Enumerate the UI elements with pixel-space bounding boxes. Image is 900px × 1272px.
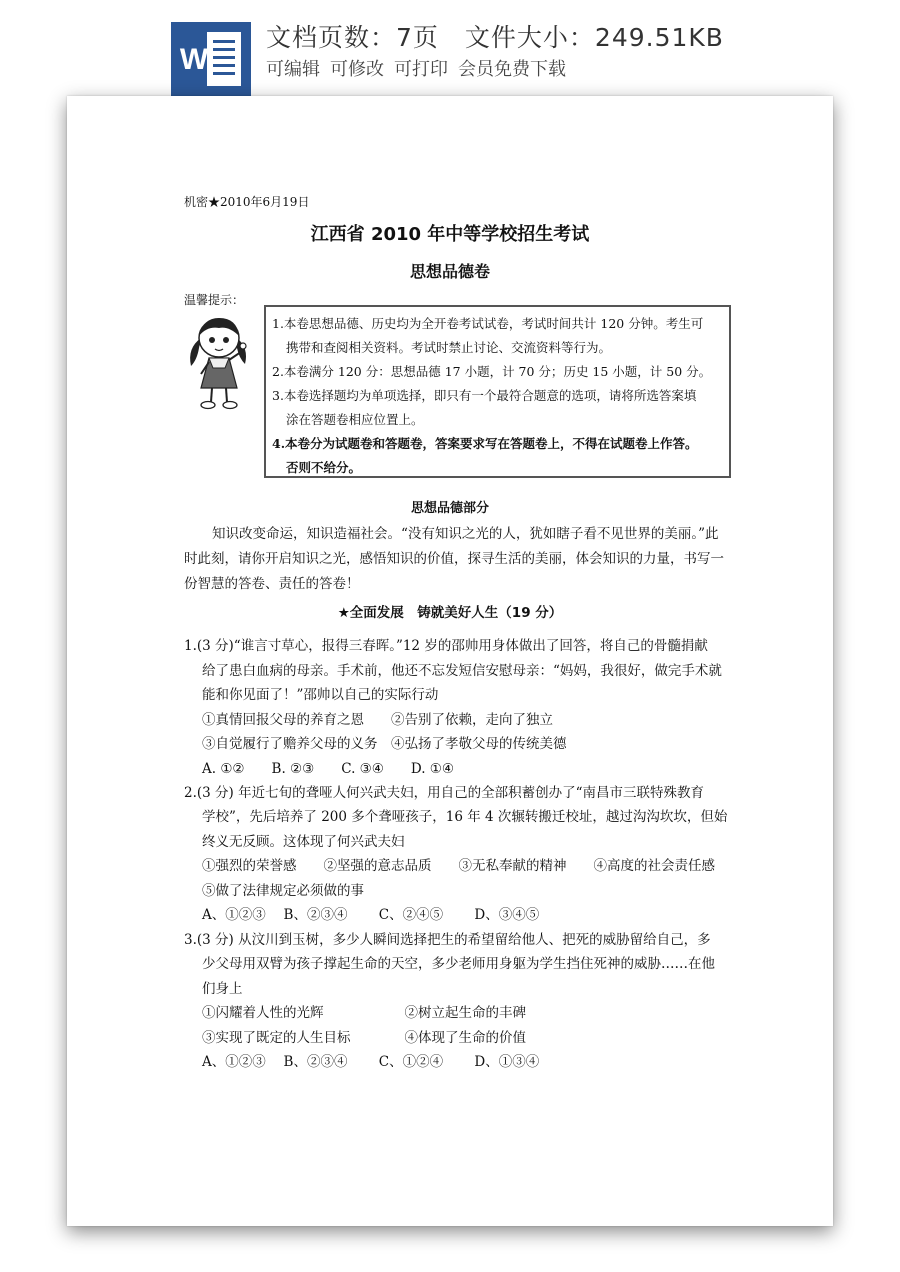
notice-line: 否则不给分。 [286, 460, 362, 475]
question-2-stem: 学校”，先后培养了 200 多个聋哑孩子，16 年 4 次辗转搬迁校址，越过沟沟坎坎，但始 [202, 809, 728, 825]
word-icon-letter: W [179, 43, 209, 76]
notice-line: 涂在答题卷相应位置上。 [286, 412, 424, 427]
notice-line: 2.本卷满分 120 分：思想品德 17 小题，计 70 分；历史 15 小题，计 50 分。 [272, 364, 712, 379]
question-2-options: A、①②③ B、②③④ C、②④⑤ D、③④⑤ [202, 907, 540, 923]
question-1-stem: 1.(3 分)“谁言寸草心，报得三春晖。”12 岁的邵帅用身体做出了回答，将自己的骨髓捐献 [184, 638, 708, 654]
question-1-stem: 给了患白血病的母亲。手术前，他还不忘发短信安慰母亲：“妈妈，我很好，做完手术就 [202, 663, 722, 679]
question-2-stem: 终义无反顾。这体现了何兴武夫妇 [202, 834, 405, 850]
question-3-statements: ①闪耀着人性的光辉 ②树立起生命的丰碑 [202, 1005, 526, 1021]
notice-line: 3.本卷选择题均为单项选择，即只有一个最符合题意的选项，请将所选答案填 [272, 388, 697, 403]
notice-line: 4.本卷分为试题卷和答题卷，答案要求写在答题卷上，不得在试题卷上作答。 [272, 436, 698, 451]
question-2-stem: 2.(3 分) 年近七旬的聋哑人何兴武夫妇，用自己的全部积蓄创办了“南昌市三联特殊教育 [184, 785, 704, 801]
exam-title: 江西省 2010 年中等学校招生考试 [310, 224, 590, 245]
notice-line: 携带和查阅相关资料。考试时禁止讨论、交流资料等行为。 [286, 340, 612, 355]
notice-box [264, 305, 731, 478]
question-3-stem: 们身上 [202, 981, 243, 997]
page-count: 文档页数：7页 [266, 23, 439, 52]
feature-member-download: 会员免费下载 [458, 59, 566, 80]
feature-printable: 可打印 [394, 59, 448, 80]
intro-line: 知识改变命运，知识造福社会。“没有知识之光的人，犹如瞎子看不见世界的美丽。”此 [212, 526, 719, 542]
notice-line: 1.本卷思想品德、历史均为全开卷考试试卷，考试时间共计 120 分钟。考生可 [272, 316, 704, 331]
question-3-statements: ③实现了既定的人生目标 ④体现了生命的价值 [202, 1030, 526, 1046]
question-3-stem: 3.(3 分) 从汶川到玉树，多少人瞬间选择把生的希望留给他人、把死的威胁留给自己，多 [184, 932, 711, 948]
section-title: 思想品德部分 [410, 501, 489, 516]
word-document-icon [171, 22, 251, 96]
intro-line: 时此刻，请你开启知识之光，感悟知识的价值，探寻生活的美丽，体会知识的力量，书写一 [184, 551, 724, 567]
question-1-options: A. ①② B. ②③ C. ③④ D. ①④ [202, 761, 455, 777]
question-2-statements: ⑤做了法律规定必须做的事 [202, 883, 364, 899]
feature-editable: 可编辑 [266, 59, 320, 80]
question-1-stem: 能和你见面了！”邵帅以自己的实际行动 [202, 687, 439, 703]
intro-line: 份智慧的答卷、责任的答卷！ [184, 576, 360, 592]
question-1-statements: ①真情回报父母的养育之恩 ②告别了依赖，走向了独立 [202, 712, 553, 728]
exam-subtitle: 思想品德卷 [409, 262, 490, 281]
question-1-statements: ③自觉履行了赡养父母的义务 ④弘扬了孝敬父母的传统美德 [202, 736, 567, 752]
question-3-stem: 少父母用双臂为孩子撑起生命的天空，多少老师用身躯为学生挡住死神的威胁……在他 [202, 956, 715, 972]
block-title: ★全面发展 铸就美好人生（19 分） [337, 605, 563, 621]
cartoon-girl-illustration [179, 308, 259, 412]
confidential-date: 机密★2010年6月19日 [184, 195, 310, 209]
file-size: 文件大小：249.51KB [464, 23, 724, 52]
question-2-statements: ①强烈的荣誉感 ②坚强的意志品质 ③无私奉献的精神 ④高度的社会责任感 [202, 858, 715, 874]
file-info [266, 18, 724, 54]
document-page [67, 96, 833, 1226]
download-banner [0, 0, 900, 96]
feature-list [266, 55, 576, 81]
feature-modifiable: 可修改 [330, 59, 384, 80]
question-3-options: A、①②③ B、②③④ C、①②④ D、①③④ [202, 1054, 540, 1070]
tips-label: 温馨提示： [184, 293, 245, 307]
